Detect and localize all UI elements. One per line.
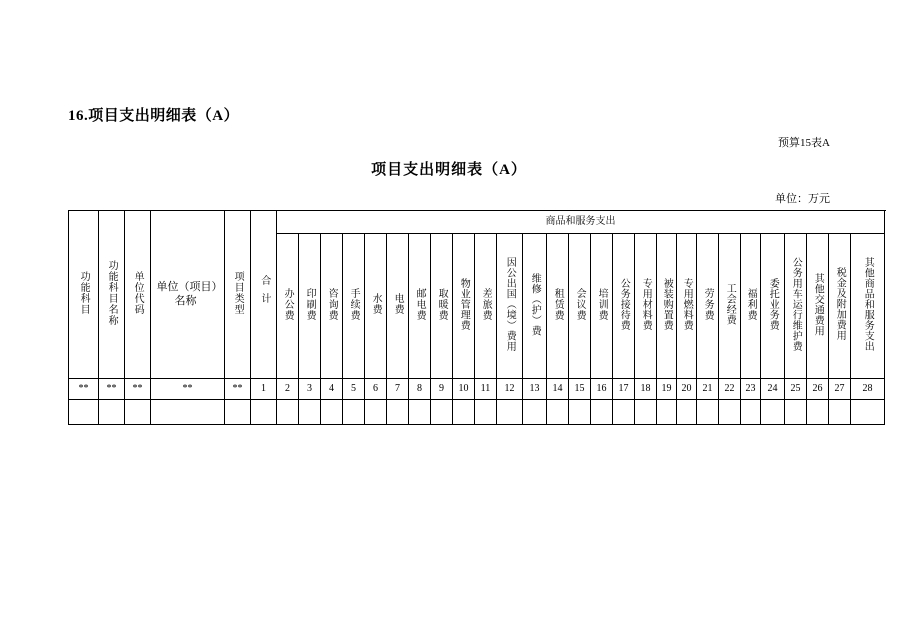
- empty-cell: [761, 400, 785, 425]
- header-unit-project-name: 单位（项目）名称: [151, 211, 225, 379]
- cell-col-num-21: 21: [697, 379, 719, 400]
- cell-col-num-23: 23: [741, 379, 761, 400]
- empty-cell: [807, 400, 829, 425]
- cell-col-num-10: 10: [453, 379, 475, 400]
- header-special-fuel-fee: 专用燃料费: [677, 234, 697, 379]
- cell-col-num-17: 17: [613, 379, 635, 400]
- empty-cell: [453, 400, 475, 425]
- cell-col-num-2: 2: [277, 379, 299, 400]
- empty-cell: [387, 400, 409, 425]
- cell-function-subject-name: **: [99, 379, 125, 400]
- cell-col-num-13: 13: [523, 379, 547, 400]
- empty-cell: [475, 400, 497, 425]
- header-overseas-travel-fee: 因公出国（境）费用: [497, 234, 523, 379]
- empty-cell: [657, 400, 677, 425]
- cell-col-num-5: 5: [343, 379, 365, 400]
- header-function-subject: 功能科目: [69, 211, 99, 379]
- header-electricity-fee: 电费: [387, 234, 409, 379]
- empty-cell: [321, 400, 343, 425]
- header-labor-fee: 劳务费: [697, 234, 719, 379]
- empty-cell: [613, 400, 635, 425]
- empty-cell: [719, 400, 741, 425]
- cell-col-num-25: 25: [785, 379, 807, 400]
- group-header-row: [69, 211, 885, 234]
- empty-cell: [677, 400, 697, 425]
- header-entrusted-business-fee: 委托业务费: [761, 234, 785, 379]
- cell-col-num-28: 28: [851, 379, 885, 400]
- header-other-transport-fee: 其他交通费用: [807, 234, 829, 379]
- empty-cell: [125, 400, 151, 425]
- empty-cell: [547, 400, 569, 425]
- header-function-subject-name: 功能科目名称: [99, 211, 125, 379]
- header-tax-and-surcharge-fee: 税金及附加费用: [829, 234, 851, 379]
- empty-cell: [569, 400, 591, 425]
- table-title: 项目支出明细表（A）: [371, 162, 527, 178]
- cell-function-subject: **: [69, 379, 99, 400]
- cell-col-num-22: 22: [719, 379, 741, 400]
- header-water-fee: 水费: [365, 234, 387, 379]
- empty-cell: [409, 400, 431, 425]
- header-unit-code: 单位代码: [125, 211, 151, 379]
- empty-cell: [785, 400, 807, 425]
- empty-cell: [523, 400, 547, 425]
- empty-cell: [497, 400, 523, 425]
- empty-cell: [851, 400, 885, 425]
- header-post-telecom-fee: 邮电费: [409, 234, 431, 379]
- cell-col-num-20: 20: [677, 379, 697, 400]
- header-special-material-fee: 专用材料费: [635, 234, 657, 379]
- cell-unit-code: **: [125, 379, 151, 400]
- empty-cell: [741, 400, 761, 425]
- cell-col-num-6: 6: [365, 379, 387, 400]
- cell-col-num-26: 26: [807, 379, 829, 400]
- cell-col-num-14: 14: [547, 379, 569, 400]
- cell-col-num-24: 24: [761, 379, 785, 400]
- cell-col-num-15: 15: [569, 379, 591, 400]
- cell-col-num-3: 3: [299, 379, 321, 400]
- cell-col-num-1: 1: [251, 379, 277, 400]
- header-other-goods-services-expenditure: 其他商品和服务支出: [851, 234, 885, 379]
- header-union-funds: 工会经费: [719, 234, 741, 379]
- header-heating-fee: 取暖费: [431, 234, 453, 379]
- cell-project-type: **: [225, 379, 251, 400]
- empty-cell: [99, 400, 125, 425]
- budget-reference-label: 预算15表A: [778, 137, 830, 149]
- header-consulting-fee: 咨询费: [321, 234, 343, 379]
- header-printing-fee: 印刷费: [299, 234, 321, 379]
- empty-cell: [343, 400, 365, 425]
- table-row-empty: [69, 400, 885, 425]
- header-clothing-purchase-fee: 被装购置费: [657, 234, 677, 379]
- header-rental-fee: 租赁费: [547, 234, 569, 379]
- cell-col-num-18: 18: [635, 379, 657, 400]
- cell-col-num-8: 8: [409, 379, 431, 400]
- unit-note: 单位：万元: [775, 193, 830, 205]
- cell-col-num-27: 27: [829, 379, 851, 400]
- empty-cell: [591, 400, 613, 425]
- cell-col-num-16: 16: [591, 379, 613, 400]
- cell-unit-project-name: **: [151, 379, 225, 400]
- header-office-fee: 办公费: [277, 234, 299, 379]
- header-welfare-fee: 福利费: [741, 234, 761, 379]
- empty-cell: [299, 400, 321, 425]
- cell-col-num-11: 11: [475, 379, 497, 400]
- header-handling-fee: 手续费: [343, 234, 365, 379]
- empty-cell: [225, 400, 251, 425]
- empty-cell: [69, 400, 99, 425]
- header-goods-and-services-expenditure: 商品和服务支出: [277, 211, 885, 234]
- section-heading: 16.项目支出明细表（A）: [68, 108, 240, 124]
- empty-cell: [635, 400, 657, 425]
- empty-cell: [151, 400, 225, 425]
- header-travel-fee: 差旅费: [475, 234, 497, 379]
- cell-col-num-9: 9: [431, 379, 453, 400]
- header-official-reception-fee: 公务接待费: [613, 234, 635, 379]
- header-maintenance-fee: 维修（护）费: [523, 234, 547, 379]
- cell-col-num-19: 19: [657, 379, 677, 400]
- empty-cell: [697, 400, 719, 425]
- cell-col-num-12: 12: [497, 379, 523, 400]
- header-project-type: 项目类型: [225, 211, 251, 379]
- empty-cell: [365, 400, 387, 425]
- empty-cell: [277, 400, 299, 425]
- table-row: [69, 379, 885, 400]
- header-meeting-fee: 会议费: [569, 234, 591, 379]
- header-total: 合计: [251, 211, 277, 379]
- empty-cell: [829, 400, 851, 425]
- project-expenditure-table: [68, 210, 885, 425]
- cell-col-num-4: 4: [321, 379, 343, 400]
- empty-cell: [251, 400, 277, 425]
- header-training-fee: 培训费: [591, 234, 613, 379]
- header-official-vehicle-operation-fee: 公务用车运行维护费: [785, 234, 807, 379]
- empty-cell: [431, 400, 453, 425]
- cell-col-num-7: 7: [387, 379, 409, 400]
- header-property-management-fee: 物业管理费: [453, 234, 475, 379]
